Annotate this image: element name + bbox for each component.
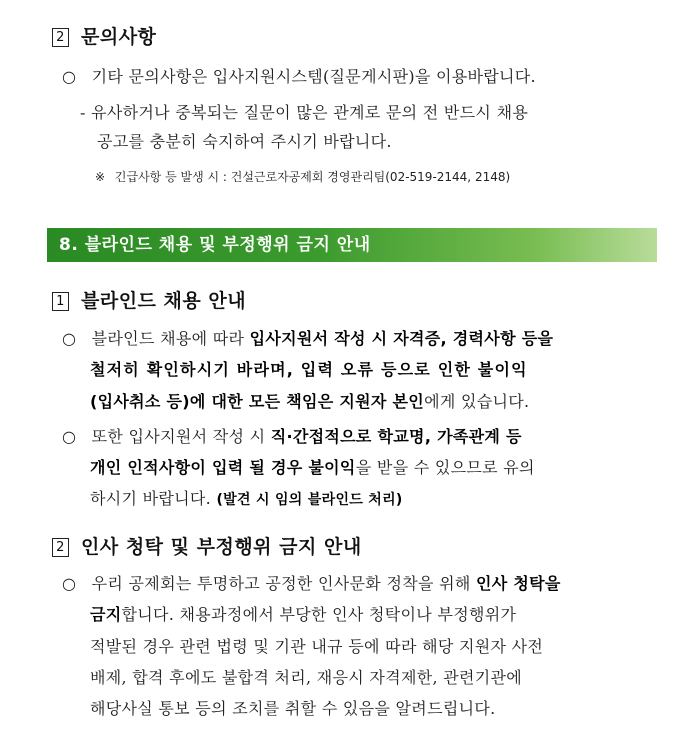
inquiry-subitem-line1: - 유사하거나 중복되는 질문이 많은 관계로 문의 전 반드시 채용 (80, 103, 529, 122)
blind-heading (52, 286, 246, 313)
ethics-line2 (90, 604, 516, 626)
circle-bullet-icon: ○ (62, 427, 77, 446)
bold-text: 직·간접적으로 학교명, 가족관계 등 (270, 427, 522, 446)
bold-text: 입사지원서 작성 시 자격증, 경력사항 등을 (249, 329, 554, 348)
ethics-heading (52, 532, 362, 559)
blind-paragraph-1-line3 (90, 391, 529, 413)
blind-paragraph-2-line1 (62, 426, 522, 448)
circle-bullet-icon: ○ (62, 67, 77, 86)
section-number-box: 2 (52, 538, 69, 557)
ethics-title: 인사 청탁 및 부정행위 금지 안내 (81, 536, 362, 558)
text-span: 합니다. 채용과정에서 부당한 인사 청탁이나 부정행위가 (121, 605, 517, 624)
inquiry-title: 문의사항 (81, 26, 157, 48)
ethics-line1 (62, 573, 561, 595)
section-number-box: 1 (52, 292, 69, 311)
bold-text: 개인 인적사항이 입력 될 경우 불이익 (90, 458, 356, 477)
blind-paragraph-1-line1 (62, 328, 553, 350)
note-text: 긴급사항 등 발생 시 : 건설근로자공제회 경영관리팀(02-519-2144, 2148) (114, 170, 511, 184)
blind-paragraph-1-line2: 철저히 확인하시기 바라며, 입력 오류 등으로 인한 불이익 (90, 360, 528, 379)
ethics-line5: 해당사실 통보 등의 조치를 취할 수 있음을 알려드립니다. (90, 699, 496, 718)
ethics-line4: 배제, 합격 후에도 불합격 처리, 재응시 자격제한, 관련기관에 (90, 668, 523, 687)
inquiry-subitem-line2: 공고를 충분히 숙지하여 주시기 바랍니다. (97, 132, 392, 151)
text-span: 또한 입사지원서 작성 시 (91, 427, 271, 446)
bold-text: 금지 (90, 605, 122, 624)
circle-bullet-icon: ○ (62, 329, 77, 348)
note-mark: ※ (95, 170, 106, 184)
text-span: 우리 공제회는 투명하고 공정한 인사문화 정착을 위해 (91, 574, 476, 593)
section-number-box: 2 (52, 28, 69, 47)
text-span: 하시기 바랍니다. (90, 489, 217, 508)
text-span: 을 받을 수 있으므로 유의 (355, 458, 535, 477)
blind-paragraph-2-line3 (90, 488, 403, 511)
inquiry-text: 기타 문의사항은 입사지원시스템(질문게시판)을 이용바랍니다. (91, 67, 536, 86)
ethics-line3: 적발된 경우 관련 법령 및 기관 내규 등에 따라 해당 지원자 사전 (90, 637, 544, 656)
circle-bullet-icon: ○ (62, 574, 77, 593)
text-span: 블라인드 채용에 따라 (91, 329, 250, 348)
inquiry-item (62, 66, 640, 88)
text-span: 에게 있습니다. (424, 392, 530, 411)
inquiry-heading (52, 22, 156, 49)
emergency-note (95, 168, 510, 185)
section-8-banner: 8. 블라인드 채용 및 부정행위 금지 안내 (47, 228, 657, 262)
blind-paragraph-2-line2 (90, 457, 535, 479)
blind-title: 블라인드 채용 안내 (81, 290, 247, 312)
bold-text: 인사 청탁을 (476, 574, 561, 593)
bold-text: (입사취소 등)에 대한 모든 책임은 지원자 본인 (90, 392, 425, 411)
bold-text: (발견 시 임의 블라인드 처리) (216, 492, 403, 508)
